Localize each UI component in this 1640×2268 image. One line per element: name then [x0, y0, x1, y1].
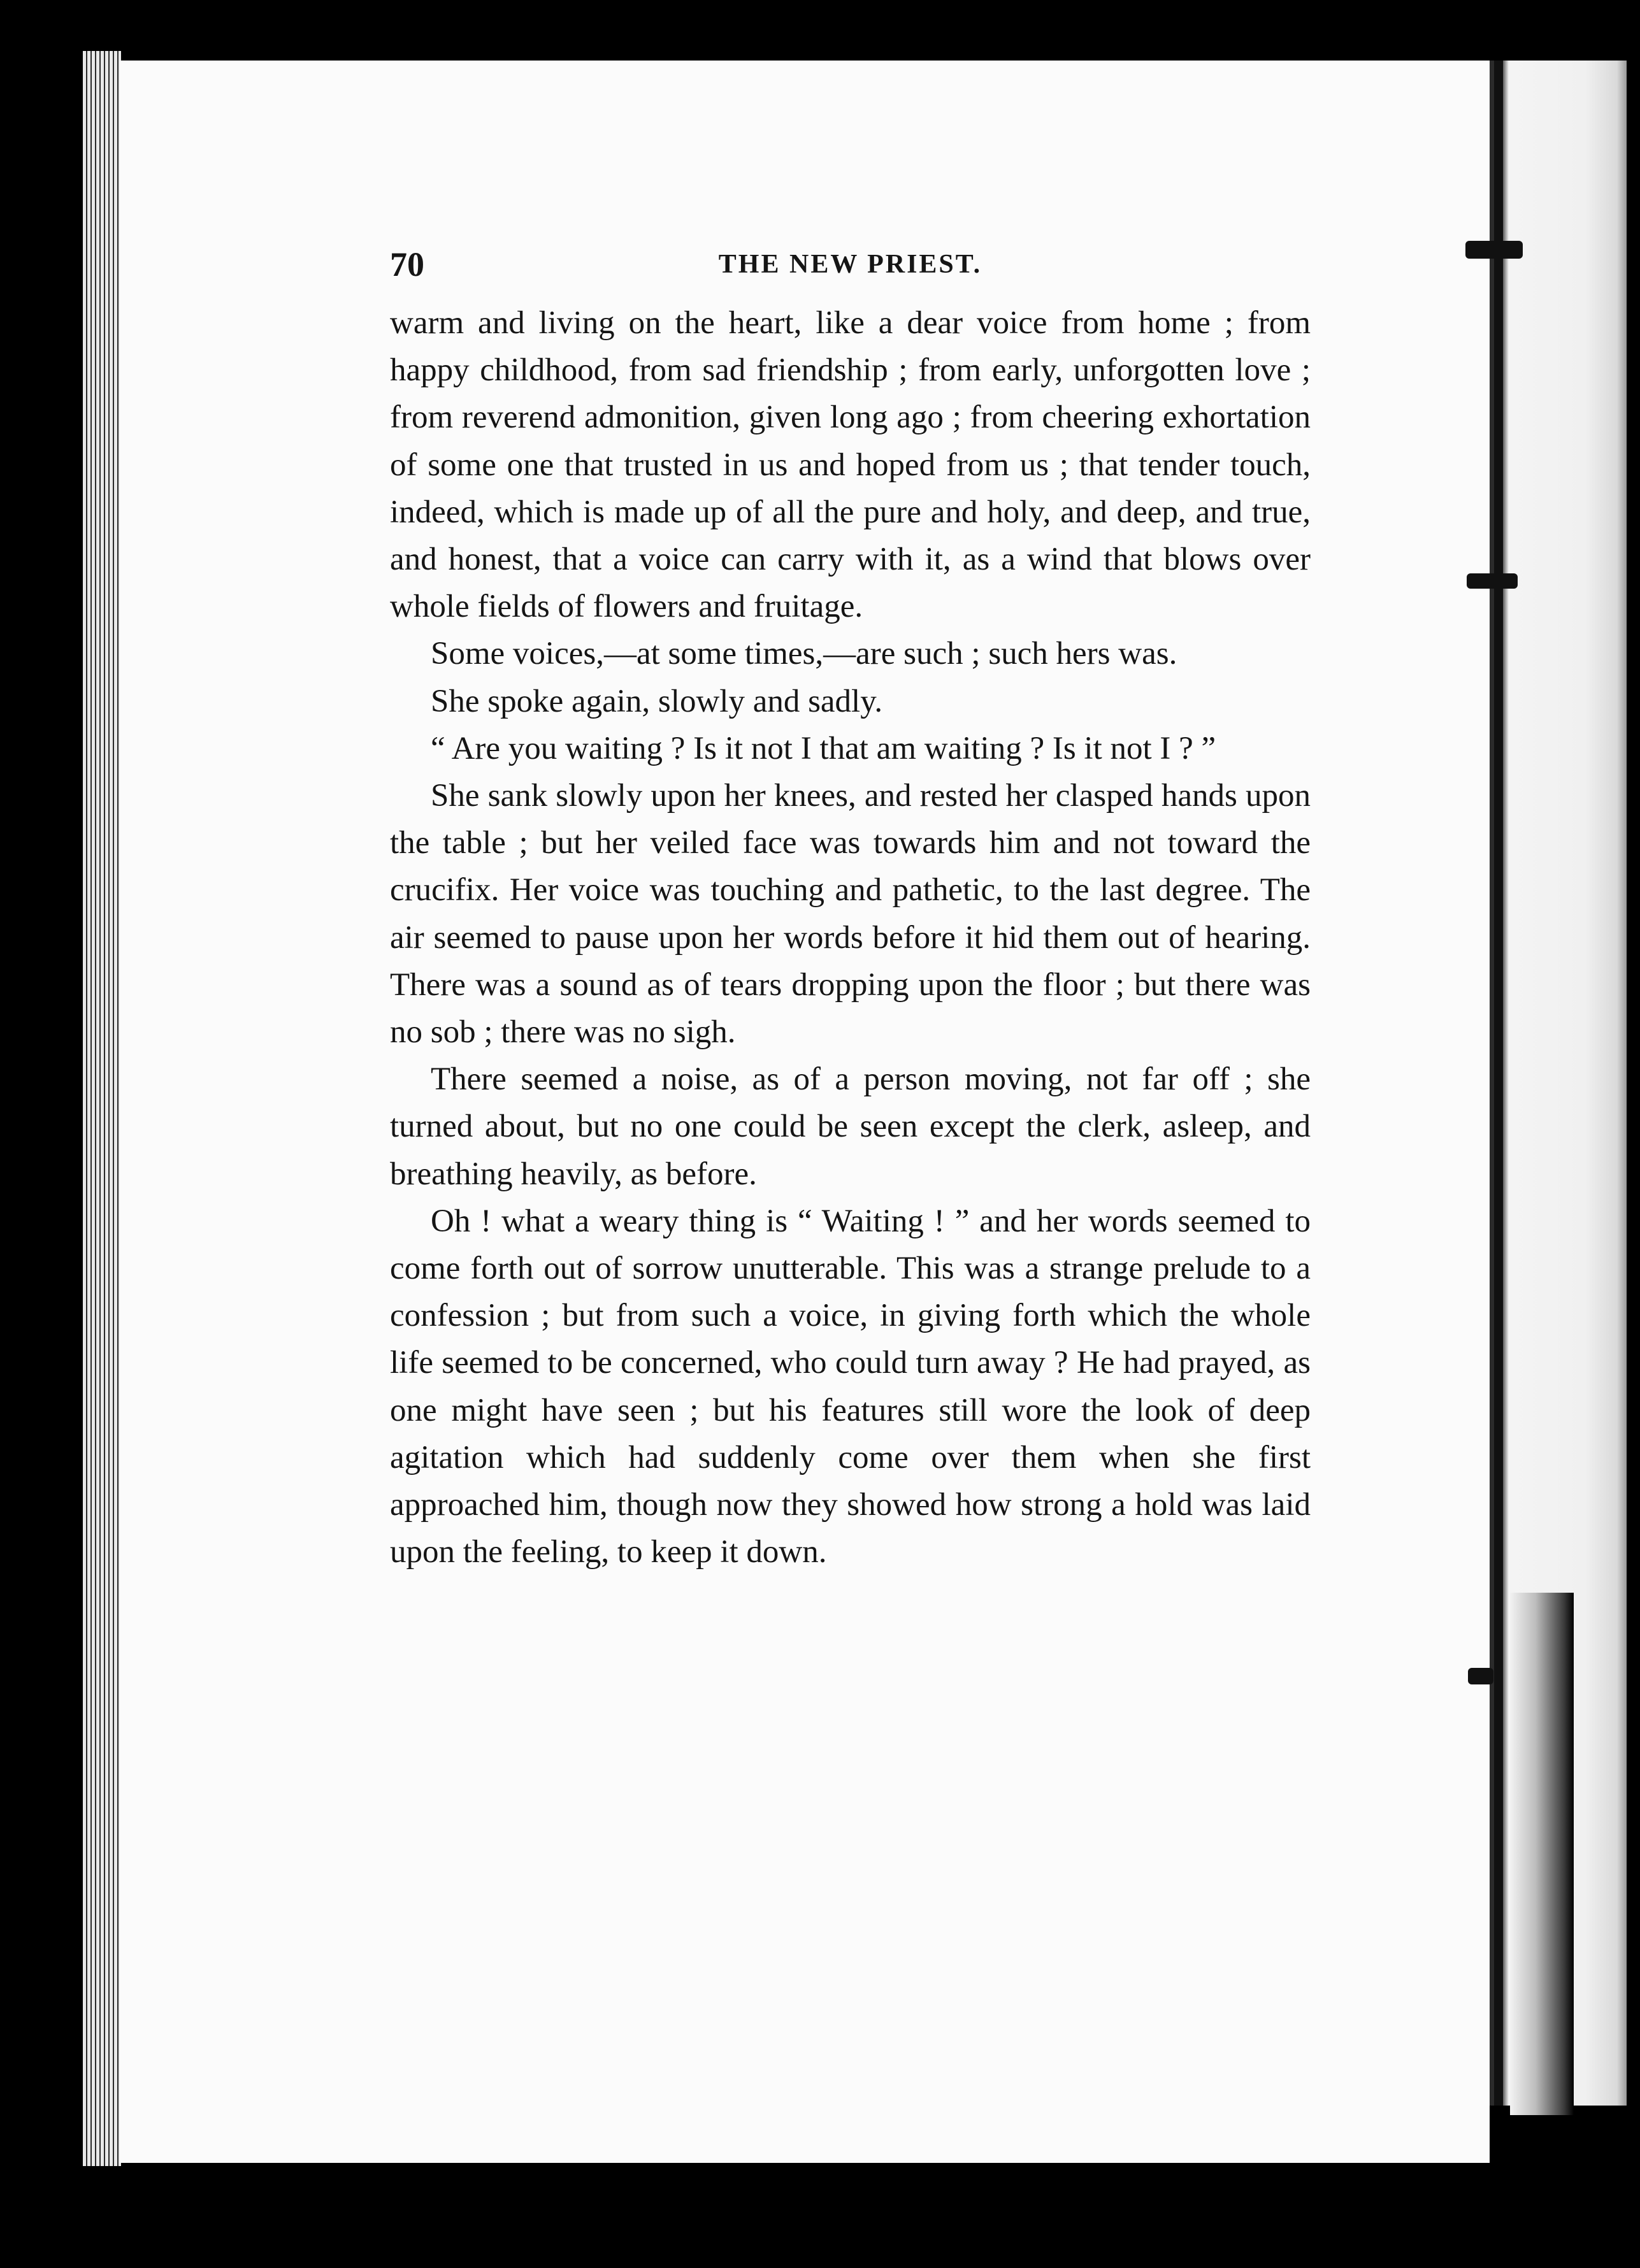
paragraph: She spoke again, slowly and sadly.	[431, 683, 883, 719]
paragraph: There seemed a noise, as of a person moving, not far off ; she turned about, but no one could be seen except the clerk, asleep, and breathing heavily, as before.	[390, 1061, 1311, 1192]
body-text	[390, 299, 1311, 1575]
paragraph: warm and living on the heart, like a dear voice from home ; from happy childhood, from sad friendship ; from early, unforgotten love ; from reverend admonition, given long ago ; from cheering exhortation of some one that trusted in us and hoped from us ; that tender touch, indeed, which is made up of all the pure and holy, and deep, and true, and honest, that a voice can carry with it, as a wind that blows over whole fields of flowers and fruitage.	[390, 305, 1311, 625]
gutter-fold	[1510, 1593, 1574, 2115]
paragraph: Oh ! what a weary thing is “ Waiting ! ” and her words seemed to come forth out of sorrow unutterable. This was a strange prelude to a confession ; but from such a voice, in giving forth which the whole life seemed to be concerned, who could turn away ? He had prayed, as one might have seen ; but his features still wore the look of deep agitation which had suddenly come over them when she first approached him, though now they showed how strong a hold was laid upon the feeling, to keep it down.	[390, 1203, 1311, 1570]
paragraph: “ Are you waiting ? Is it not I that am waiting ? Is it not I ? ”	[431, 730, 1216, 766]
binding-thread-mark	[1467, 573, 1518, 589]
running-head	[390, 236, 1311, 293]
paragraph: Some voices,—at some times,—are such ; such hers was.	[431, 636, 1177, 672]
page-number: 70	[390, 245, 424, 284]
binding-thread-mark	[1465, 241, 1523, 259]
binding-thread-mark	[1468, 1668, 1493, 1684]
gutter-shadow	[1494, 61, 1503, 2106]
page-edges	[83, 51, 121, 2166]
running-head-title: THE NEW PRIEST.	[718, 250, 982, 279]
page-content	[390, 236, 1311, 1575]
paragraph: She sank slowly upon her knees, and rested her clasped hands upon the table ; but her veiled face was towards him and not toward the crucifix. Her voice was touching and pathetic, to the last degree. The air seemed to pause upon her words before it hid them out of hearing. There was a sound as of tears dropping upon the floor ; but there was no sob ; there was no sigh.	[390, 778, 1311, 1051]
